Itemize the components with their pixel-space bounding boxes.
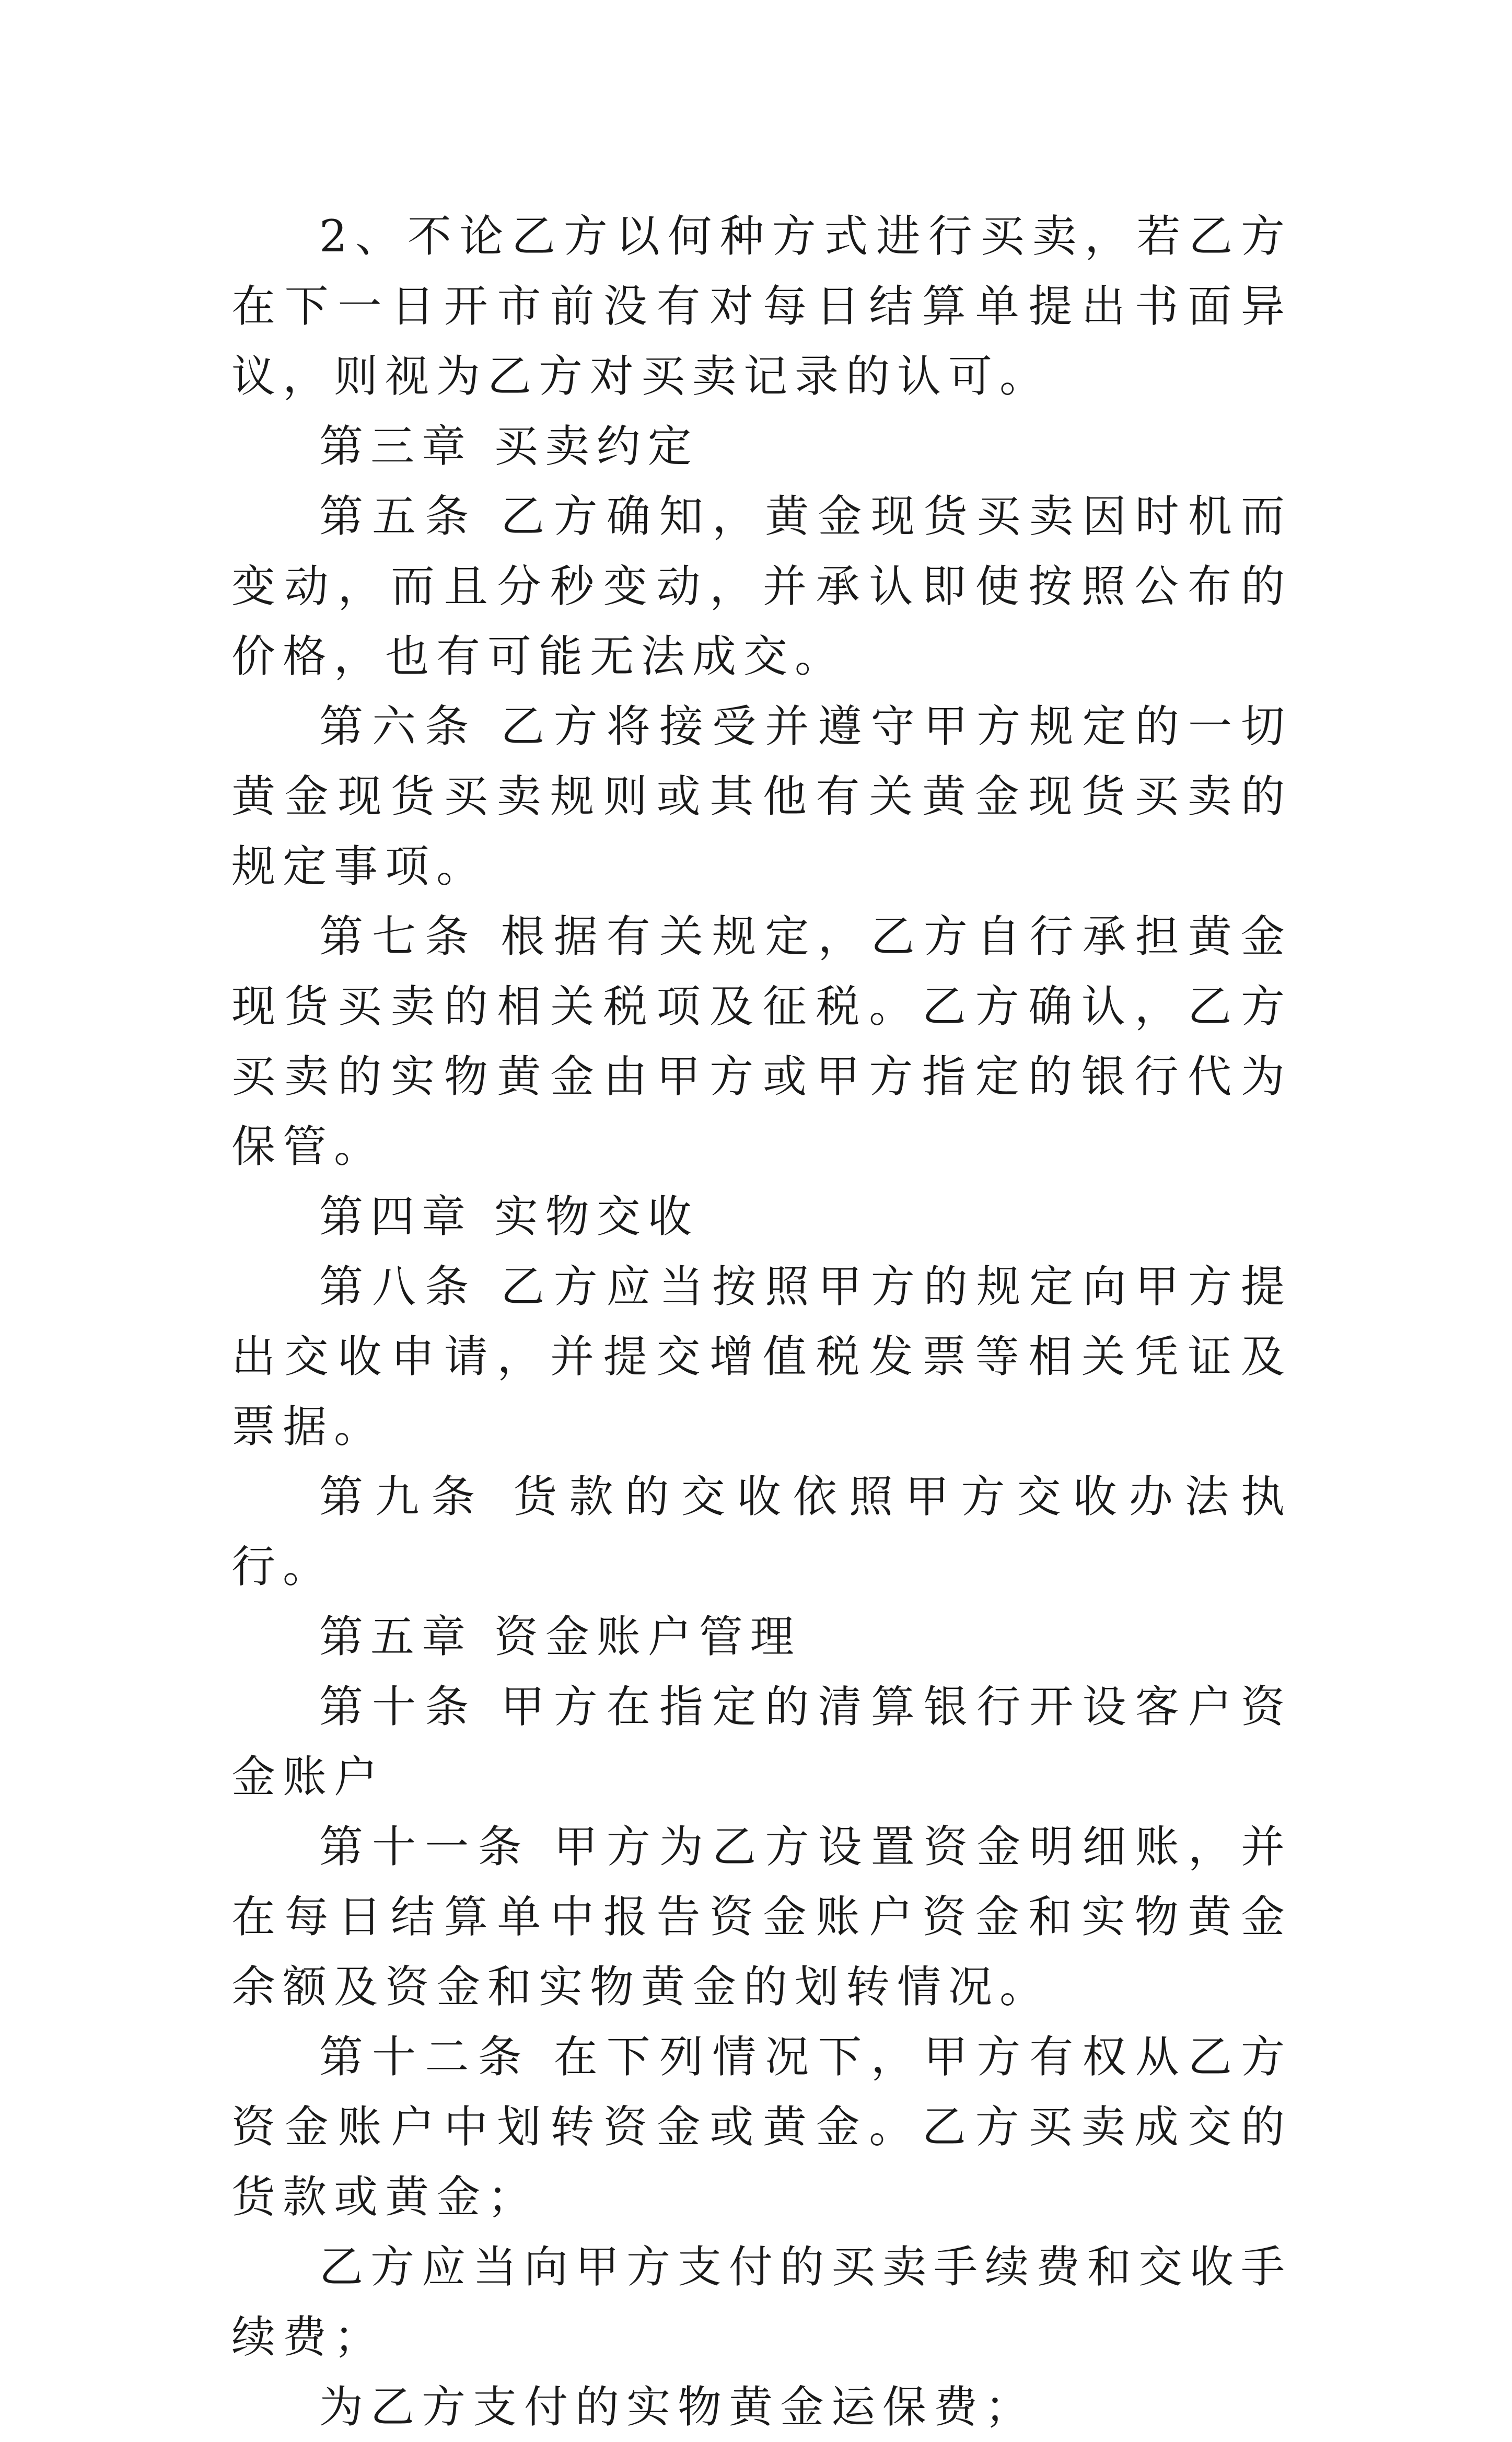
list-item-fees: 乙方应当向甲方支付的买卖手续费和交收手续费；: [231, 2241, 1293, 2363]
article-5: 第五条 乙方确知，黄金现货买卖因时机而变动，而且分秒变动，并承认即使按照公布的价格，也有可能无法成交。: [231, 491, 1292, 682]
article-11: 第十一条 甲方为乙方设置资金明细账，并在每日结算单中报告资金账户资金和实物黄金余额及资金和实物黄金的划转情况。: [231, 1821, 1292, 2012]
article-12: 第十二条 在下列情况下，甲方有权从乙方资金账户中划转资金或黄金。乙方买卖成交的货款或黄金；: [231, 2031, 1292, 2223]
article-10: 第十条 甲方在指定的清算银行开设客户资金账户: [231, 1681, 1292, 1802]
list-item-transport: 为乙方支付的实物黄金运保费；: [319, 2381, 1037, 2433]
paragraph-clause-2: 2、不论乙方以何种方式进行买卖，若乙方在下一日开市前没有对每日结算单提出书面异议，则视为乙方对买卖记录的认可。: [231, 211, 1292, 402]
document-body: [231, 201, 1292, 2442]
chapter-heading-5: 第五章 资金账户管理: [319, 1611, 801, 1662]
article-7: 第七条 根据有关规定，乙方自行承担黄金现货买卖的相关税项及征税。乙方确认，乙方买卖的实物黄金由甲方或甲方指定的银行代为保管。: [231, 911, 1292, 1172]
chapter-heading-3: 第三章 买卖约定: [319, 421, 699, 472]
chapter-heading-4: 第四章 实物交收: [319, 1191, 699, 1242]
article-8: 第八条 乙方应当按照甲方的规定向甲方提出交收申请，并提交增值税发票等相关凭证及票据。: [231, 1261, 1292, 1452]
article-6: 第六条 乙方将接受并遵守甲方规定的一切黄金现货买卖规则或其他有关黄金现货买卖的规定事项。: [231, 701, 1292, 892]
article-9: 第九条 货款的交收依照甲方交收办法执行。: [231, 1471, 1292, 1592]
